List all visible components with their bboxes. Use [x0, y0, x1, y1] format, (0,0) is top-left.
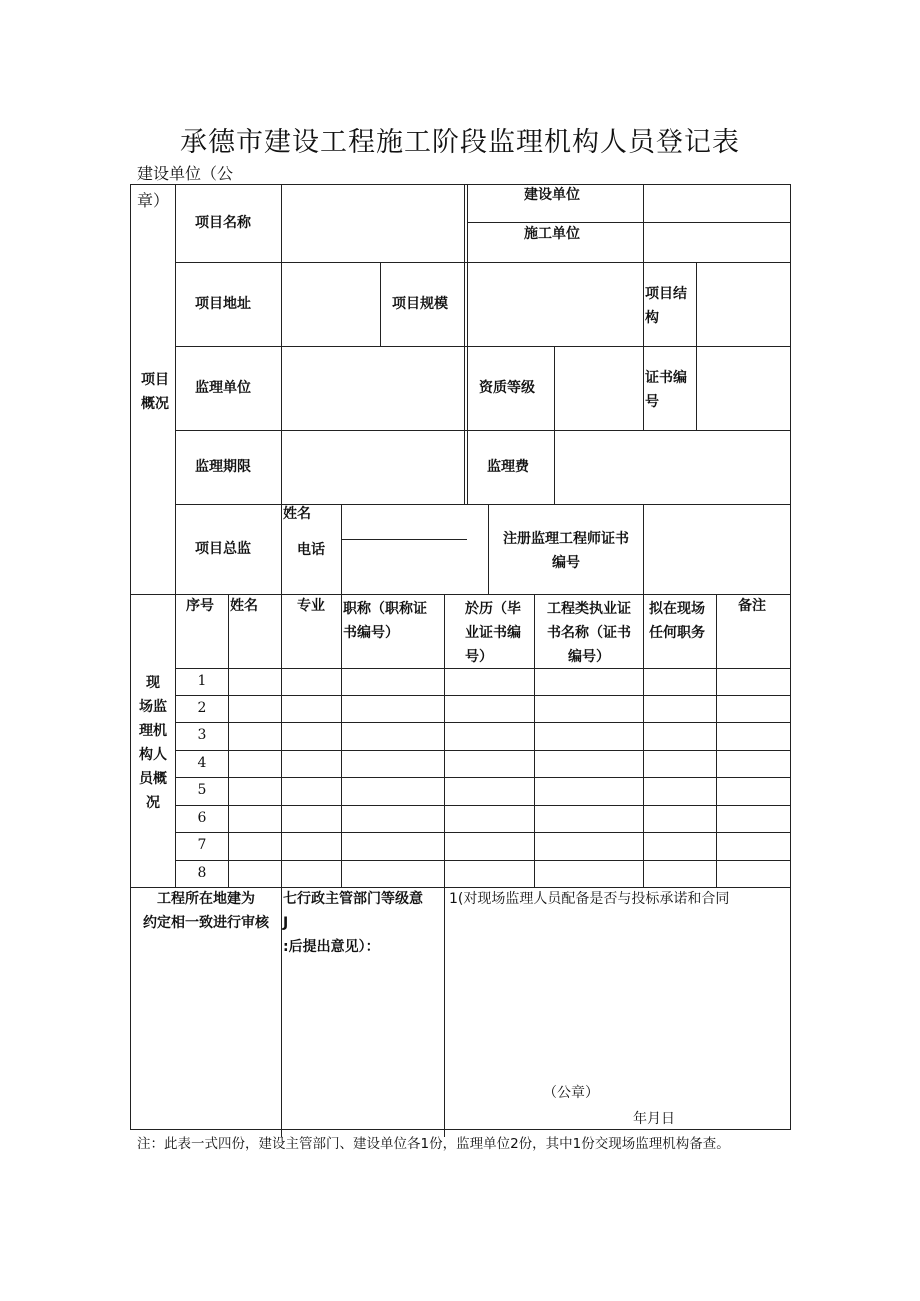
- input-qualification-level[interactable]: [555, 347, 642, 429]
- input-project-structure[interactable]: [697, 263, 789, 345]
- row-number: 5: [197, 782, 207, 798]
- input-registered-cert-no[interactable]: [644, 505, 789, 593]
- input-certificate-no[interactable]: [697, 347, 789, 429]
- label-build-unit: 建设单位: [524, 187, 580, 203]
- date-label: 年月日: [633, 1111, 675, 1127]
- row-number: 1: [197, 673, 207, 689]
- input-supervision-period[interactable]: [282, 431, 463, 503]
- build-unit-seal-label: 建设单位（公: [137, 164, 234, 183]
- label-project-name: 项目名称: [195, 215, 251, 231]
- review-staffing-check: 1(对现场监理人员配备是否与投标承诺和合同: [449, 891, 730, 907]
- column-header-major: 专业: [297, 598, 325, 614]
- label-certificate-no: 证书编 号: [645, 370, 687, 410]
- label-supervision-unit: 监理单位: [195, 380, 251, 396]
- row-number: 4: [197, 755, 207, 771]
- review-local-authority: 工程所在地建为 约定相一致进行审核: [143, 891, 269, 931]
- column-header-name: 姓名: [230, 598, 258, 614]
- column-header-title: 职称（职称证 书编号）: [343, 601, 427, 641]
- label-project-structure: 项目结 构: [645, 286, 687, 326]
- column-header-education: 於历（毕 业证书编 号）: [465, 601, 521, 665]
- label-name: 姓名: [283, 506, 311, 522]
- column-header-seq: 序号: [186, 598, 214, 614]
- build-unit-seal-label-cont: 章）: [137, 191, 170, 210]
- row-number: 7: [197, 837, 207, 853]
- section-staff-overview: 现 场监 理机 构人 员概 况: [139, 675, 167, 811]
- section-project-overview: 项目 概况: [141, 372, 169, 412]
- label-supervision-fee: 监理费: [487, 459, 529, 475]
- seal-label: （公章）: [543, 1085, 599, 1101]
- input-project-name[interactable]: [282, 185, 463, 261]
- column-header-remarks: 备注: [738, 598, 766, 614]
- row-number: 3: [197, 727, 207, 743]
- column-header-position: 拟在现场 任何职务: [649, 601, 705, 641]
- label-qualification-level: 资质等级: [479, 380, 535, 396]
- label-phone: 电话: [297, 542, 325, 558]
- input-chief-phone[interactable]: [342, 540, 487, 593]
- input-admin-opinion[interactable]: [282, 960, 443, 1128]
- review-admin-opinion: 七行政主管部门等级意 J :后提出意见）：: [283, 891, 423, 955]
- row-number: 8: [197, 865, 207, 881]
- input-supervision-fee[interactable]: [555, 431, 789, 503]
- column-header-license: 工程类执业证 书名称（证书 编号）: [547, 601, 631, 665]
- input-staffing-opinion[interactable]: [445, 915, 789, 1075]
- input-chief-name[interactable]: [342, 505, 487, 538]
- row-number: 6: [197, 810, 207, 826]
- footnote: 注：此表一式四份，建设主管部门、建设单位各1份，监理单位2份，其中1份交现场监理机构备查。: [137, 1136, 730, 1152]
- label-supervision-period: 监理期限: [195, 459, 251, 475]
- input-project-address[interactable]: [282, 263, 379, 345]
- input-project-scale[interactable]: [468, 263, 642, 345]
- label-registered-cert-no: 注册监理工程师证书 编号: [503, 531, 629, 571]
- label-chief-supervisor: 项目总监: [195, 541, 251, 557]
- row-number: 2: [197, 700, 207, 716]
- input-construction-unit[interactable]: [644, 223, 789, 261]
- input-supervision-unit[interactable]: [282, 347, 463, 429]
- label-project-scale: 项目规模: [392, 296, 448, 312]
- page-title: 承德市建设工程施工阶段监理机构人员登记表: [180, 127, 740, 158]
- label-project-address: 项目地址: [195, 296, 251, 312]
- label-construction-unit: 施工单位: [524, 226, 580, 242]
- input-build-unit[interactable]: [644, 185, 789, 221]
